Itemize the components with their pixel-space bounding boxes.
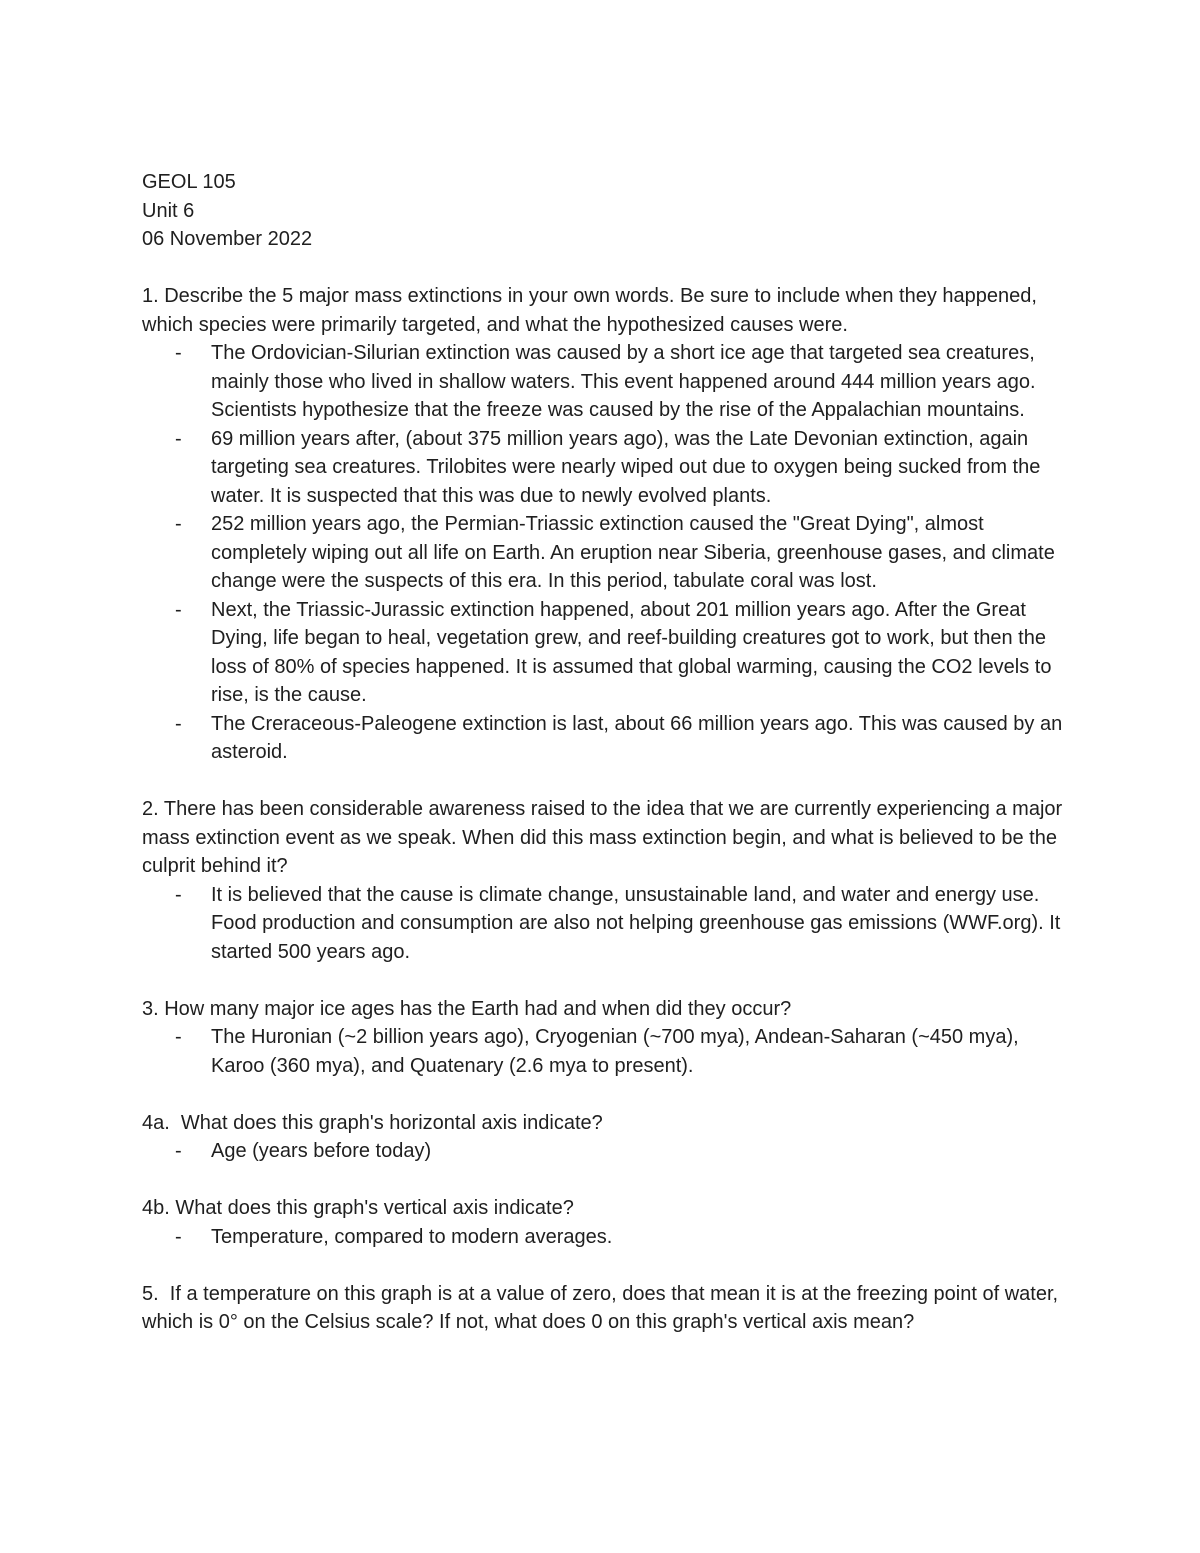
answer-text: It is believed that the cause is climate change, unsustainable land, and water and energy use. Food production and consumption are also not helping greenhouse gas emissions (WWF.org). It started 500 years ago.	[211, 883, 1061, 963]
document-date: 06 November 2022	[142, 228, 313, 250]
answer-text: The Huronian (~2 billion years ago), Cryogenian (~700 mya), Andean-Saharan (~450 mya), Karoo (360 mya), and Quatenary (2.6 mya to present).	[211, 1026, 1019, 1077]
spacer	[142, 966, 1072, 995]
answer-item	[142, 596, 1072, 710]
spacer	[142, 1080, 1072, 1109]
answer-list-4b	[142, 1223, 1072, 1252]
question-2: 2. There has been considerable awareness raised to the idea that we are currently experiencing a major mass extinction event as we speak. When did this mass extinction begin, and what is believed to be the culprit behind it?	[142, 798, 1063, 877]
answer-list-2	[142, 881, 1072, 967]
answer-list-1	[142, 339, 1072, 767]
answer-item	[142, 339, 1072, 425]
spacer	[142, 1166, 1072, 1195]
bullet-dash: -	[175, 1225, 182, 1248]
answer-list-3	[142, 1023, 1072, 1080]
course-name: GEOL 105	[142, 171, 236, 193]
spacer	[142, 254, 1072, 283]
spacer	[142, 1251, 1072, 1280]
answer-text: 252 million years ago, the Permian-Triassic extinction caused the "Great Dying", almost completely wiping out all life on Earth. An eruption near Siberia, greenhouse gases, and climate change were the suspects of this era. In this period, tabulate coral was lost.	[211, 513, 1055, 592]
bullet-dash: -	[175, 513, 182, 535]
question-4a: 4a. What does this graph's horizontal axis indicate?	[142, 1111, 603, 1134]
answer-item	[142, 881, 1072, 967]
answer-item	[142, 1023, 1072, 1080]
spacer	[142, 767, 1072, 796]
document-page	[142, 168, 1072, 1337]
answer-item	[142, 710, 1072, 767]
bullet-dash: -	[175, 883, 182, 906]
answer-text: 69 million years after, (about 375 million years ago), was the Late Devonian extinction, again targeting sea creatures. Trilobites were nearly wiped out due to oxygen being sucked from the water. It is suspected that this was due to newly evolved plants.	[211, 427, 1041, 507]
answer-item	[142, 1137, 1072, 1166]
answer-text: The Ordovician-Silurian extinction was caused by a short ice age that targeted sea creatures, mainly those who lived in shallow waters. This event happened around 444 million years ago. Scientists hypothesize that the freeze was caused by the rise of the Appalachian mountains.	[211, 342, 1036, 421]
unit-label: Unit 6	[142, 199, 195, 222]
bullet-dash: -	[175, 1026, 182, 1048]
answer-text: Next, the Triassic-Jurassic extinction happened, about 201 million years ago. After the Great Dying, life began to heal, vegetation grew, and reef-building creatures got to work, but then the loss of 80% of species happened. It is assumed that global warming, causing the CO2 levels to rise, is the cause.	[211, 598, 1052, 706]
question-5: 5. If a temperature on this graph is at a value of zero, does that mean it is at the freezing point of water, which is 0° on the Celsius scale? If not, what does 0 on this graph's vertical axis mean?	[142, 1282, 1064, 1333]
bullet-dash: -	[175, 712, 182, 735]
answer-text: Temperature, compared to modern averages.	[211, 1225, 613, 1248]
answer-item	[142, 1223, 1072, 1252]
question-1: 1. Describe the 5 major mass extinctions in your own words. Be sure to include when they happened, which species were primarily targeted, and what the hypothesized causes were.	[142, 285, 1037, 336]
answer-item	[142, 425, 1072, 511]
bullet-dash: -	[175, 427, 182, 450]
answer-text: Age (years before today)	[211, 1140, 432, 1162]
answer-list-4a	[142, 1137, 1072, 1166]
answer-item	[142, 510, 1072, 596]
bullet-dash: -	[175, 598, 182, 621]
bullet-dash: -	[175, 1140, 182, 1162]
answer-text: The Creraceous-Paleogene extinction is last, about 66 million years ago. This was caused by an asteroid.	[211, 712, 1063, 763]
question-4b: 4b. What does this graph's vertical axis indicate?	[142, 1197, 574, 1219]
question-3: 3. How many major ice ages has the Earth had and when did they occur?	[142, 997, 792, 1020]
bullet-dash: -	[175, 342, 182, 364]
